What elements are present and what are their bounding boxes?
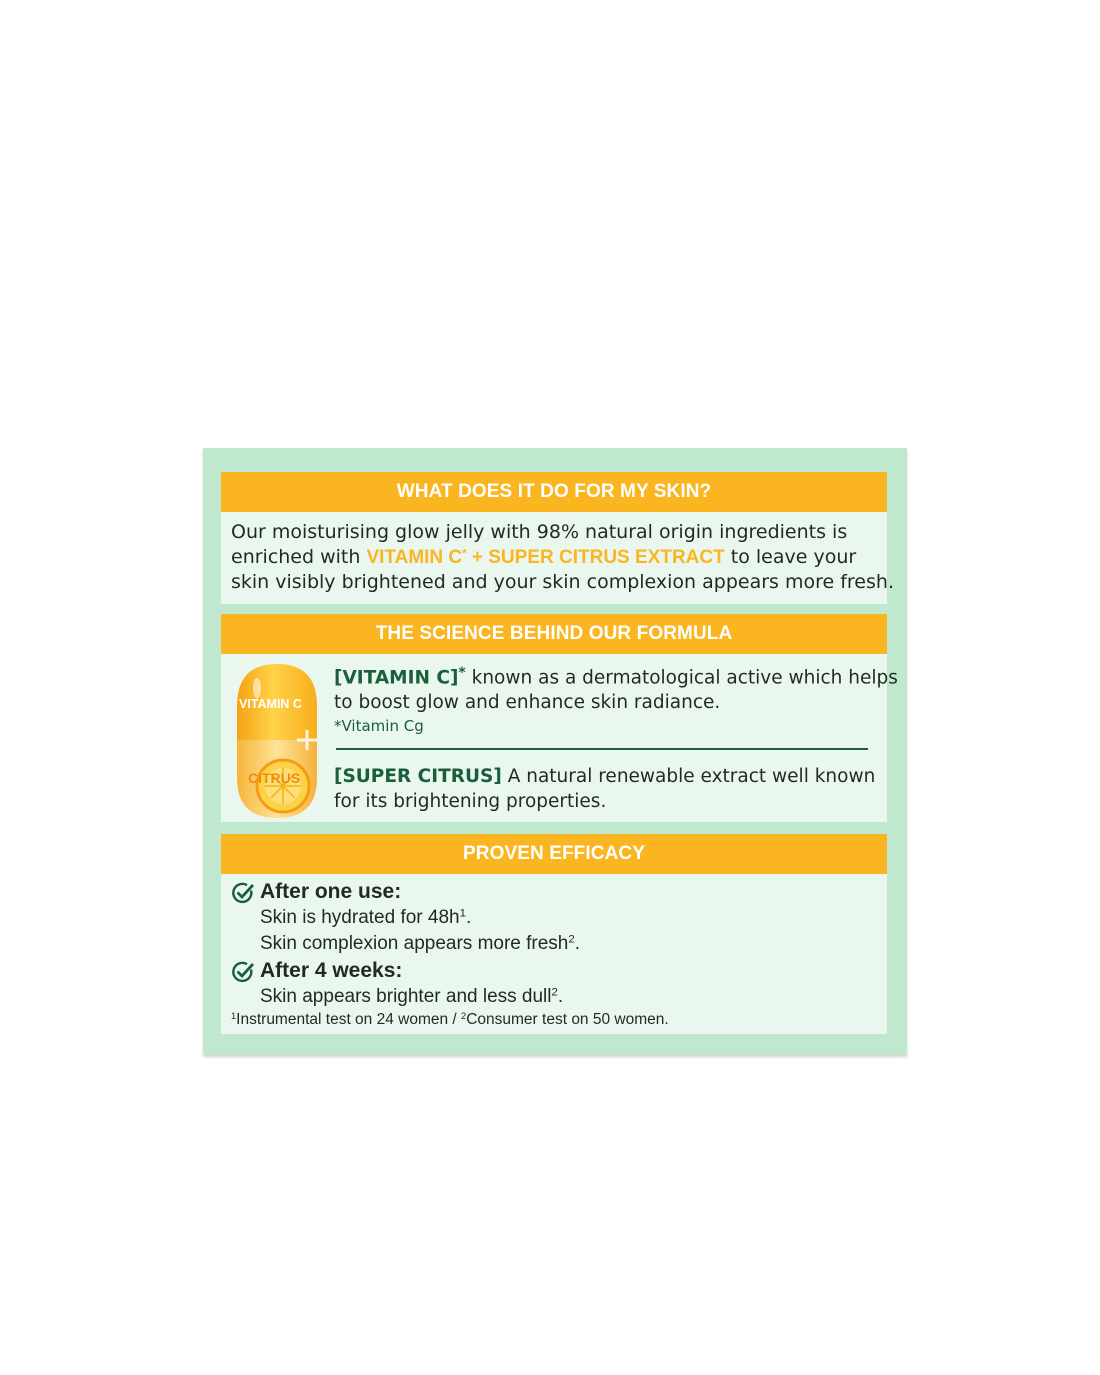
super-citrus-description: [SUPER CITRUS] A natural renewable extract well known for its brightening properties. <box>334 766 876 812</box>
section-banner-efficacy <box>221 834 887 874</box>
efficacy-item: Skin appears brighter and less dull$^2$. <box>260 986 564 1007</box>
checkmark-circle-icon <box>231 881 255 905</box>
efficacy-footnote: $^1$Instrumental test on 24 women / $^2$Consumer test on 50 women. <box>231 1010 669 1028</box>
svg-text:CITRUS: CITRUS <box>248 770 301 786</box>
vitamin-capsule-icon <box>231 658 331 823</box>
section-title: THE SCIENCE BEHIND OUR FORMULA <box>375 623 733 644</box>
intro-line: Our moisturising glow jelly with 98% natural origin ingredients is <box>231 521 848 543</box>
efficacy-item: Skin complexion appears more fresh$^2$. <box>260 933 580 954</box>
efficacy-heading-one-use: After one use: <box>260 880 402 903</box>
efficacy-heading-four-weeks: After 4 weeks: <box>260 959 403 982</box>
intro-paragraph <box>231 520 894 595</box>
intro-line: enriched with VITAMIN C* + SUPER CITRUS EXTRACT to leave your <box>231 546 857 568</box>
efficacy-item: Skin is hydrated for $48h^1$. <box>260 907 472 928</box>
checkmark-circle-icon <box>231 960 255 984</box>
divider <box>336 748 868 750</box>
vitamin-c-highlight: VITAMIN C <box>366 547 463 568</box>
vitamin-c-description: [VITAMIN C]* known as a dermatological active which helps to boost glow and enhance skin radiance. <box>334 665 898 714</box>
section-banner-science <box>221 614 887 654</box>
svg-text:VITAMIN C: VITAMIN C <box>239 697 302 711</box>
vitamin-c-footnote: *Vitamin Cg <box>334 717 424 735</box>
vitamin-c-label: [VITAMIN C] <box>334 667 459 689</box>
super-citrus-highlight: SUPER CITRUS EXTRACT <box>488 547 725 568</box>
intro-line: skin visibly brightened and your skin complexion appears more fresh. <box>231 571 894 593</box>
product-info-card <box>203 448 907 1054</box>
section-title: PROVEN EFFICACY <box>462 843 646 864</box>
super-citrus-label: [SUPER CITRUS] <box>334 766 502 787</box>
section-banner-what-does-it-do <box>221 472 887 512</box>
section-title: WHAT DOES IT DO FOR MY SKIN? <box>396 481 712 502</box>
